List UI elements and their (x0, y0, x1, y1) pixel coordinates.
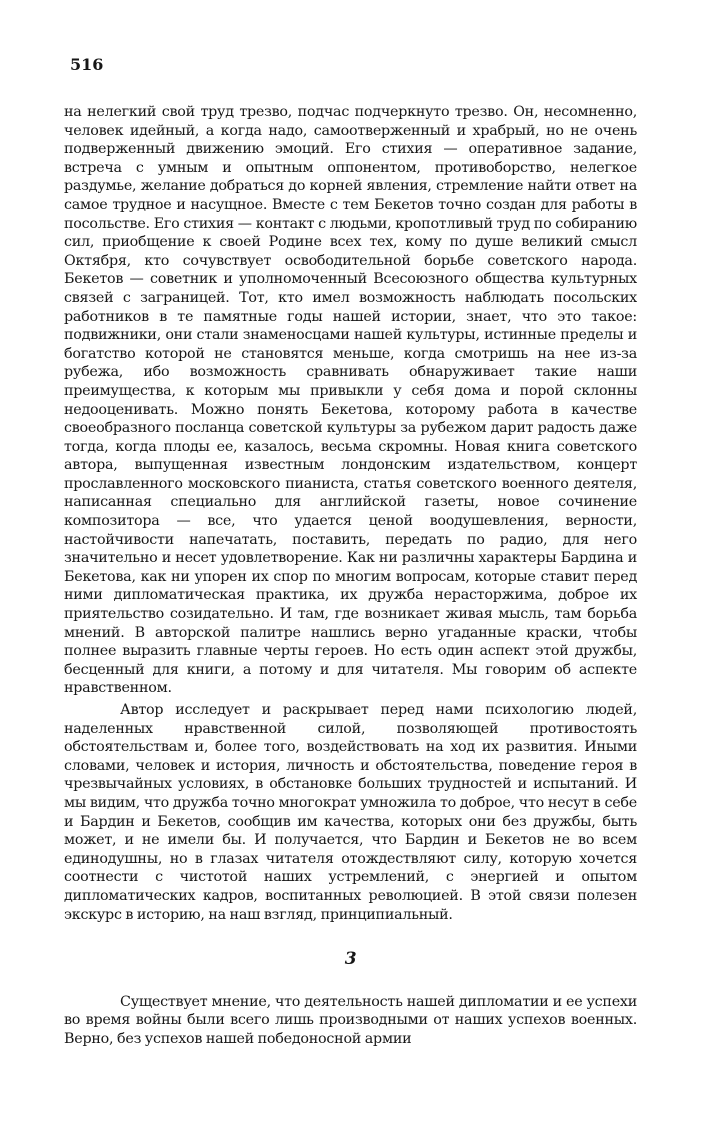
paragraph-2: Автор исследует и раскрывает перед нами психологию людей, наделенных нравственной силой, позволяющей противостоять обстоятельствам и, более того, воздействовать на ход их развития. Иными словами, человек и история, личность и обстоятельства, поведение героя в чрезвычайных условиях, в обстановке больших трудностей и испытаний. И мы видим, что дружба точно многократ умножила то доброе, что несут в себе и Бардин и Бекетов, сообщив им качества, которых они без дружбы, быть может, и не имели бы. И получается, что Бардин и Бекетов не во всем единодушны, но в глазах читателя отождествляют силу, которую хочется соотнести с чистотой наших устремлений, с энергией и опытом дипломатических кадров, воспитанных революцией. В этой связи полезен экскурс в историю, на наш взгляд, принципиальный. (64, 702, 637, 923)
paragraph-3: Существует мнение, что деятельность нашей дипломатии и ее успехи во время войны были всего лишь производными от наших успехов военных. Верно, без успехов нашей победоносной армии (64, 993, 637, 1047)
paragraph-1: на нелегкий свой труд трезво, подчас подчеркнуто трезво. Он, несомненно, человек идейный, а когда надо, самоотверженный и храбрый, но не очень подверженный движению эмоций. Его стихия — оперативное задание, встреча с умным и опытным оппонентом, противоборство, нелегкое раздумье, желание добраться до корней явления, стремление найти ответ на самое трудное и насущное. Вместе с тем Бекетов точно создан для работы в посольстве. Его стихия — контакт с людьми, кропотливый труд по собиранию сил, приобщение к своей Родине всех тех, кому по душе великий смысл Октября, кто сочувствует освободительной борьбе советского народа. Бекетов — советник и уполномоченный Всесоюзного общества культурных связей с заграницей. Тот, кто имел возможность наблюдать посольских работников в те памятные годы нашей истории, знает, что это такое: подвижники, они стали знаменосцами нашей культуры, истинные пределы и богатство которой не становятся меньше, когда смотришь на нее из-за рубежа, ибо возможность сравнивать обнаруживает такие наши преимущества, к которым мы привыкли у себя дома и порой склонны недооценивать. Можно понять Бекетова, которому работа в качестве своеобразного посланца советской культуры за рубежом дарит радость даже тогда, когда плоды ее, казалось, весьма скромны. Новая книга советского автора, выпущенная известным лондонским издательством, концерт прославленного московского пианиста, статья советского военного деятеля, написанная специально для английской газеты, новое сочинение композитора — все, что удается ценой воодушевления, верности, настойчивости напечатать, поставить, передать по радио, для него значительно и несет удовлетворение. Как ни различны характеры Бардина и Бекетова, как ни упорен их спор по многим вопросам, которые ставит перед ними дипломатическая практика, их дружба нерасторжима, доброе их приятельство созидательно. И там, где возникает живая мысль, там борьба мнений. В авторской палитре нашлись верно угаданные краски, чтобы полнее выразить главные черты героев. Но есть один аспект этой дружбы, бесценный для книги, а потому и для читателя. Мы говорим об аспекте нравственном. (64, 104, 637, 697)
body-text (64, 103, 637, 1049)
page-number: 516 (70, 55, 104, 74)
section-number: 3 (344, 949, 357, 970)
